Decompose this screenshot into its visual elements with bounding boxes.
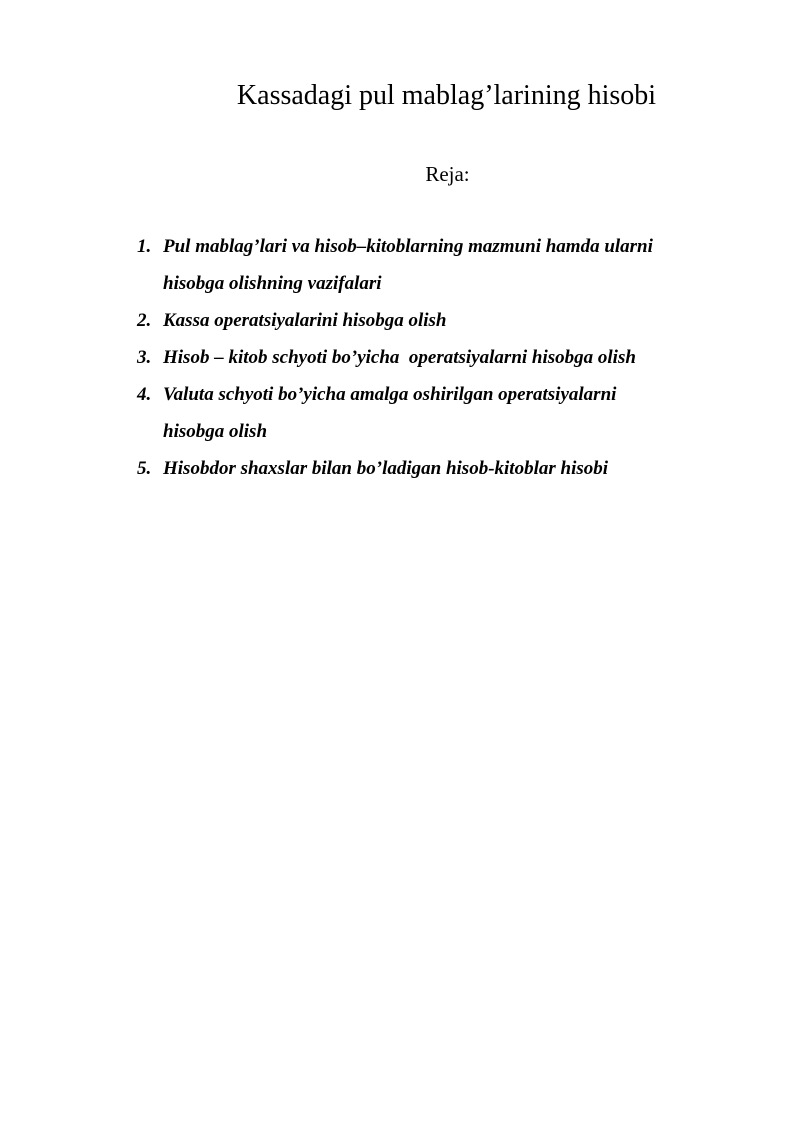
plan-item-number: 3. bbox=[137, 347, 152, 368]
plan-item-4 bbox=[137, 376, 757, 450]
plan-item-number: 4. bbox=[137, 384, 152, 405]
plan-item-line: Pul mablag’lari va hisob–kitoblarning mazmuni hamda ularni bbox=[163, 236, 653, 257]
plan-item-line: Valuta schyoti bo’yicha amalga oshirilgan operatsiyalarni bbox=[163, 384, 617, 405]
plan-item-number: 1. bbox=[137, 236, 152, 257]
plan-item-line: Kassa operatsiyalarini hisobga olish bbox=[163, 310, 447, 331]
plan-item-2 bbox=[137, 302, 757, 339]
plan-item-1 bbox=[137, 228, 757, 302]
plan-list bbox=[137, 228, 757, 487]
plan-heading: Reja: bbox=[425, 162, 470, 186]
page-title: Kassadagi pul mablag’larining hisobi bbox=[236, 80, 657, 111]
plan-item-5 bbox=[137, 450, 757, 487]
plan-item-number: 5. bbox=[137, 458, 152, 479]
plan-item-line: hisobga olish bbox=[163, 421, 268, 442]
plan-item-3 bbox=[137, 339, 757, 376]
plan-item-number: 2. bbox=[137, 310, 152, 331]
plan-item-line: Hisobdor shaxslar bilan bo’ladigan hisob-kitoblar hisobi bbox=[163, 458, 609, 479]
plan-item-line: Hisob – kitob schyoti bo’yicha operatsiyalarni hisobga olish bbox=[163, 347, 636, 368]
plan-item-line: hisobga olishning vazifalari bbox=[163, 273, 382, 294]
